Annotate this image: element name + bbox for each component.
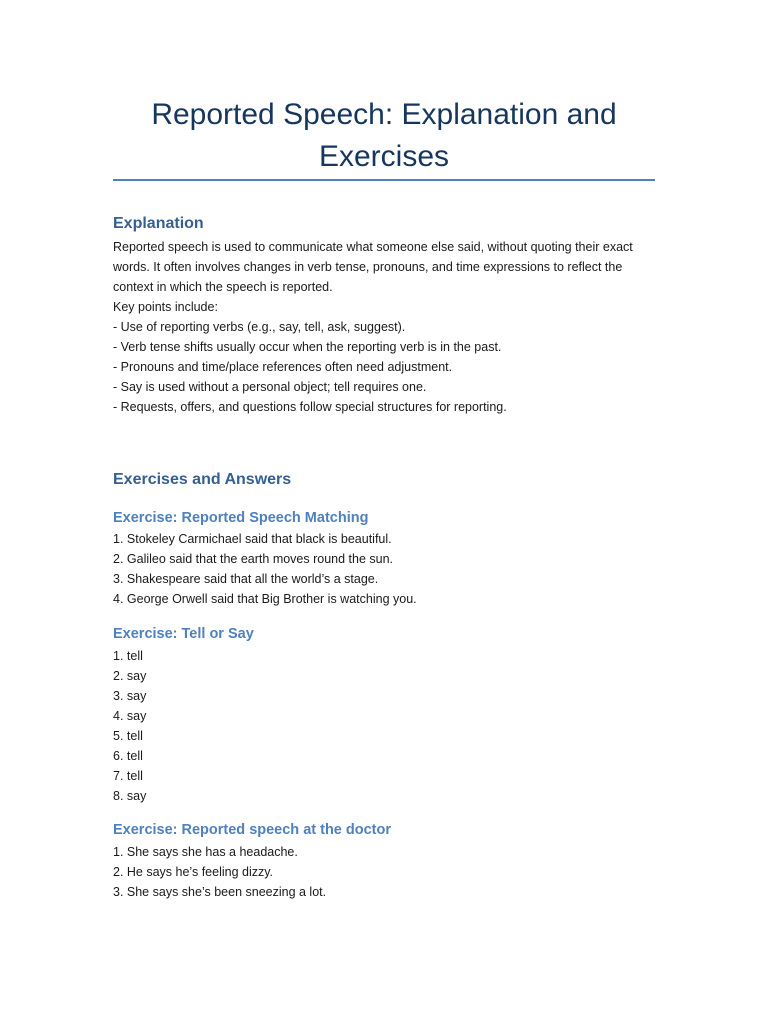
exercise-heading-doctor: Exercise: Reported speech at the doctor xyxy=(113,822,391,838)
exercise-heading-matching: Exercise: Reported Speech Matching xyxy=(113,510,369,526)
answer-item: 6. tell xyxy=(113,749,143,763)
key-point-item: - Verb tense shifts usually occur when the reporting verb is in the past. xyxy=(113,340,502,354)
answer-item: 3. say xyxy=(113,689,147,703)
answer-item: 1. She says she has a headache. xyxy=(113,845,298,859)
explanation-body xyxy=(113,237,658,417)
key-points-list xyxy=(113,317,658,417)
exercises-heading: Exercises and Answers xyxy=(113,471,292,488)
answer-item: 8. say xyxy=(113,789,147,803)
document-title: Reported Speech: Explanation and Exercises xyxy=(151,98,617,173)
key-point-item: - Use of reporting verbs (e.g., say, tell, ask, suggest). xyxy=(113,320,406,334)
answer-item: 3. Shakespeare said that all the world’s a stage. xyxy=(113,572,379,586)
answer-item: 2. Galileo said that the earth moves round the sun. xyxy=(113,552,394,566)
exercise-answers-matching xyxy=(113,529,658,609)
answer-item: 4. say xyxy=(113,709,147,723)
answer-item: 4. George Orwell said that Big Brother is watching you. xyxy=(113,592,417,606)
key-points-intro: Key points include: xyxy=(113,300,218,314)
answer-item: 7. tell xyxy=(113,769,143,783)
answer-item: 1. tell xyxy=(113,649,143,663)
key-point-item: - Requests, offers, and questions follow special structures for reporting. xyxy=(113,400,507,414)
exercise-answers-doctor xyxy=(113,842,658,902)
answer-item: 5. tell xyxy=(113,729,143,743)
answer-item: 1. Stokeley Carmichael said that black is beautiful. xyxy=(113,532,392,546)
key-point-item: - Say is used without a personal object; tell requires one. xyxy=(113,380,427,394)
explanation-paragraph: Reported speech is used to communicate what someone else said, without quoting their exact words. It often involves changes in verb tense, pronouns, and time expressions to reflect the context in which the speech is reported. xyxy=(113,240,633,294)
answer-item: 2. He says he’s feeling dizzy. xyxy=(113,865,274,879)
title-divider xyxy=(113,179,655,181)
explanation-heading: Explanation xyxy=(113,215,204,232)
answer-item: 2. say xyxy=(113,669,147,683)
key-point-item: - Pronouns and time/place references often need adjustment. xyxy=(113,360,453,374)
exercise-answers-tell-or-say xyxy=(113,646,658,806)
answer-item: 3. She says she’s been sneezing a lot. xyxy=(113,885,327,899)
exercise-heading-tell-or-say: Exercise: Tell or Say xyxy=(113,626,254,642)
